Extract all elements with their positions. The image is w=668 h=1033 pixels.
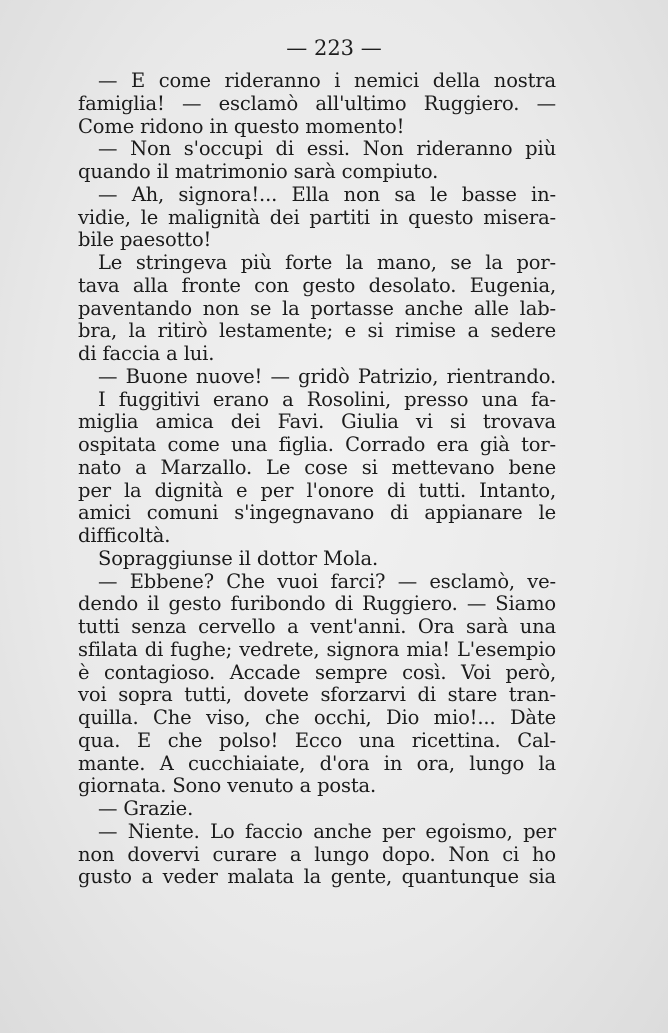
text-line: — Ebbene? Che vuoi farci? — esclamò, ve- (98, 569, 556, 593)
text-line: miglia amica dei Favi. Giulia vi si trovava (78, 410, 556, 434)
text-line: — Buone nuove! — gridò Patrizio, rientrando. (98, 364, 556, 388)
text-line: — Non s'occupi di essi. Non rideranno più (98, 137, 556, 161)
text-line: quilla. Che viso, che occhi, Dio mio!... Dàte (78, 706, 556, 729)
text-line: — Niente. Lo faccio anche per egoismo, per (98, 819, 556, 843)
text-line: tava alla fronte con gesto desolato. Eugenia, (78, 273, 556, 297)
text-line: è contagioso. Accade sempre così. Voi però, (78, 660, 556, 684)
text-line: Sopraggiunse il dottor Mola. (98, 546, 378, 570)
text-line: I fuggitivi erano a Rosolini, presso una fa- (98, 387, 556, 411)
text-line: Le stringeva più forte la mano, se la por- (98, 251, 556, 274)
text-line: per la dignità e per l'onore di tutti. Intanto, (78, 478, 556, 502)
text-line: bile paesotto! (78, 228, 212, 252)
text-line: — Grazie. (98, 797, 194, 820)
page-number: — 223 — (286, 36, 382, 60)
text-line: qua. E che polso! Ecco una ricettina. Cal- (78, 728, 556, 752)
text-line: giornata. Sono venuto a posta. (78, 774, 377, 798)
text-line: dendo il gesto furibondo di Ruggiero. — Siamo (78, 592, 556, 616)
body-text (78, 70, 556, 889)
text-line: ospitata come una figlia. Corrado era già tor- (78, 433, 556, 456)
text-line: sfilata di fughe; vedrete, signora mia! L'esempio (78, 637, 556, 661)
text-line: — E come rideranno i nemici della nostra (98, 69, 556, 92)
text-line: famiglia! — esclamò all'ultimo Ruggiero. — (78, 91, 556, 115)
text-line: paventando non se la portasse anche alle lab- (78, 296, 556, 320)
text-line: tutti senza cervello a vent'anni. Ora sarà una (78, 615, 556, 638)
text-line: vidie, le malignità dei partiti in questo misera- (78, 205, 556, 229)
text-line: non dovervi curare a lungo dopo. Non ci ho (78, 842, 556, 866)
text-line: nato a Marzallo. Le cose si mettevano bene (78, 455, 556, 479)
text-line: difficoltà. (78, 524, 171, 547)
text-line: gusto a veder malata la gente, quantunque sia (78, 865, 556, 889)
text-line: voi sopra tutti, dovete sforzarvi di stare tran- (78, 683, 556, 707)
text-line: amici comuni s'ingegnavano di appianare le (78, 501, 556, 525)
text-line: Come ridono in questo momento! (78, 114, 405, 138)
text-line: — Ah, signora!... Ella non sa le basse in- (98, 182, 556, 206)
text-line: di faccia a lui. (78, 342, 215, 365)
text-line: bra, la ritirò lestamente; e si rimise a sedere (78, 319, 556, 343)
text-line: quando il matrimonio sarà compiuto. (78, 160, 439, 183)
text-line: mante. A cucchiaiate, d'ora in ora, lungo la (78, 751, 556, 775)
